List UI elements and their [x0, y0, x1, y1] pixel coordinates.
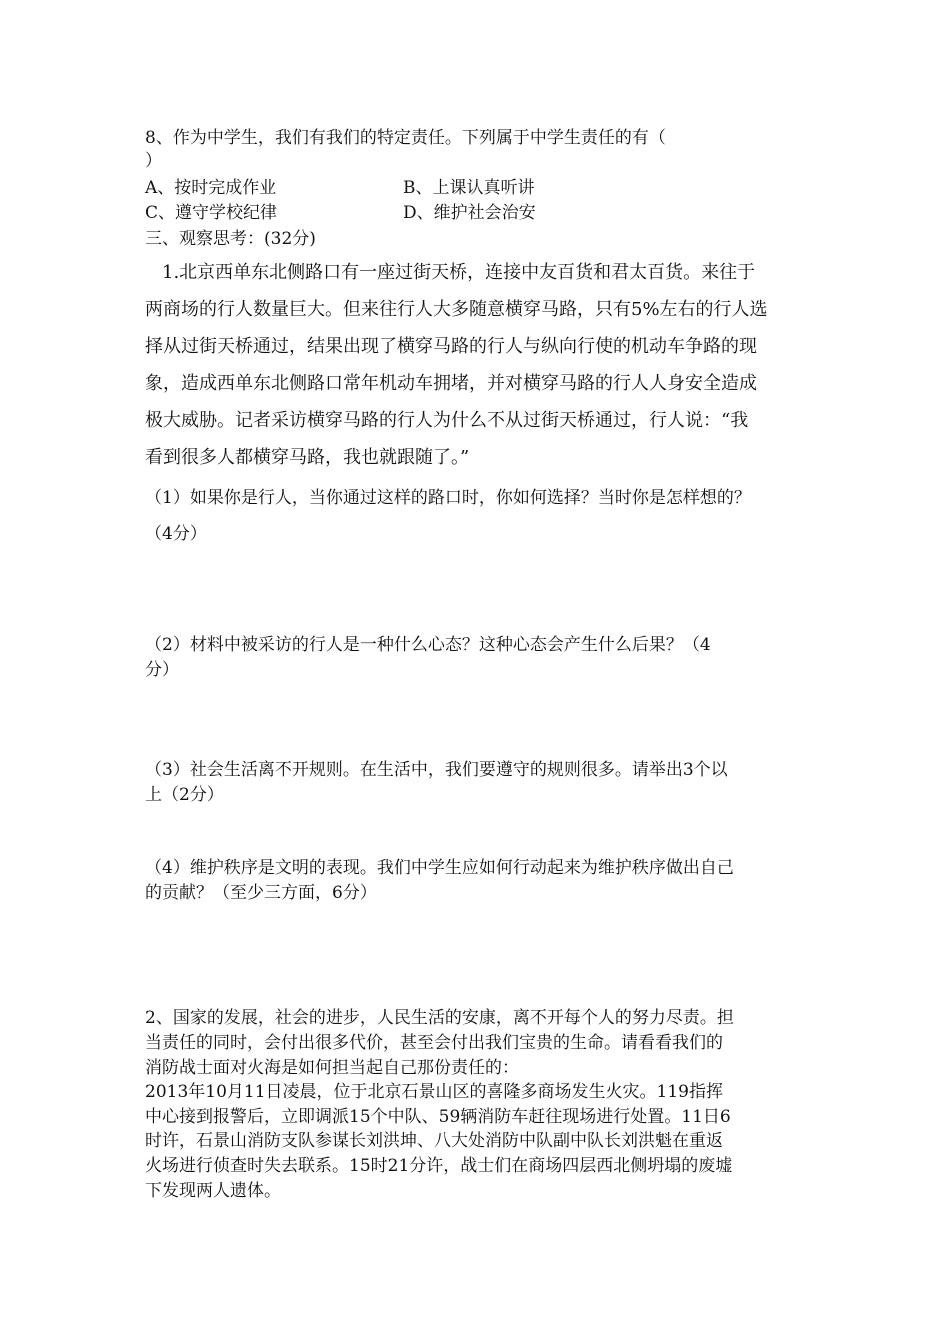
sub-question-1-line-1: （1）如果你是行人，当你通过这样的路口时，你如何选择？当时你是怎样想的？ — [145, 488, 751, 508]
passage2-story-line-4: 火场进行侦查时失去联系。15时21分许，战士们在商场四层西北侧坍塌的废墟 — [145, 1156, 733, 1176]
sub-question-3-line-2: 上（2分） — [145, 785, 224, 805]
q8-stem-line-1: 8、作为中学生，我们有我们的特定责任。下列属于中学生责任的有（ — [145, 128, 666, 148]
passage1-line-5: 极大威胁。记者采访横穿马路的行人为什么不从过街天桥通过，行人说：“我 — [145, 410, 749, 431]
passage2-intro-line-2: 当责任的同时，会付出很多代价，甚至会付出我们宝贵的生命。请看看我们的 — [145, 1033, 723, 1053]
q8-option-c: C、遵守学校纪律 — [145, 203, 278, 223]
passage2-story-line-1: 2013年10月11日凌晨，位于北京石景山区的喜隆多商场发生火灾。119指挥 — [145, 1082, 723, 1102]
q8-option-b: B、上课认真听讲 — [403, 178, 535, 198]
passage1-line-4: 象，造成西单东北侧路口常年机动车拥堵，并对横穿马路的行人人身安全造成 — [145, 373, 757, 394]
q8-stem-line-2: ） — [145, 151, 162, 171]
passage2-story-line-3: 时许，石景山消防支队参谋长刘洪坤、八大处消防中队副中队长刘洪魁在重返 — [145, 1131, 723, 1151]
section3-heading: 三、观察思考：(32分) — [145, 229, 316, 249]
sub-question-2-line-2: 分） — [145, 660, 179, 680]
passage2-story-line-2: 中心接到报警后，立即调派15个中队、59辆消防车赶往现场进行处置。11日6 — [145, 1107, 731, 1127]
passage1-line-6: 看到很多人都横穿马路，我也就跟随了。” — [145, 447, 470, 468]
sub-question-4-line-2: 的贡献？（至少三方面，6分） — [145, 883, 377, 903]
q8-option-d: D、维护社会治安 — [403, 203, 536, 223]
q8-option-a: A、按时完成作业 — [145, 178, 277, 198]
passage1-line-2: 两商场的行人数量巨大。但来往行人大多随意横穿马路，只有5%左右的行人选 — [145, 299, 768, 320]
sub-question-1-line-2: （4分） — [145, 524, 207, 544]
passage1-line-3: 择从过街天桥通过，结果出现了横穿马路的行人与纵向行使的机动车争路的现 — [145, 336, 757, 357]
passage1-line-1: 1.北京西单东北侧路口有一座过街天桥，连接中友百货和君太百货。来往于 — [162, 262, 756, 283]
sub-question-2-line-1: （2）材料中被采访的行人是一种什么心态？这种心态会产生什么后果？（4 — [145, 635, 711, 655]
passage2-intro-line-3: 消防战士面对火海是如何担当起自己那份责任的： — [145, 1058, 519, 1078]
sub-question-3-line-1: （3）社会生活离不开规则。在生活中，我们要遵守的规则很多。请举出3个以 — [145, 760, 728, 780]
passage2-story-line-5: 下发现两人遗体。 — [145, 1181, 281, 1201]
sub-question-4-line-1: （4）维护秩序是文明的表现。我们中学生应如何行动起来为维护秩序做出自己 — [145, 858, 734, 878]
passage2-intro-line-1: 2、国家的发展，社会的进步，人民生活的安康，离不开每个人的努力尽责。担 — [145, 1008, 734, 1028]
